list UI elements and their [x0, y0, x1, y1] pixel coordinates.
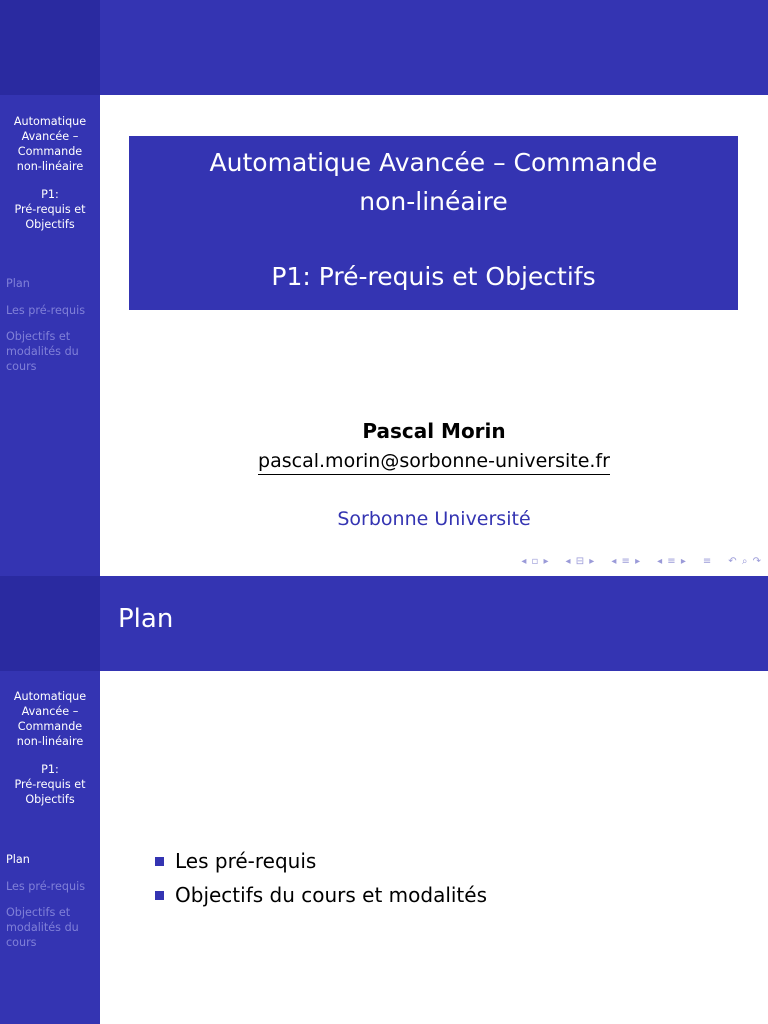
bullet-text: Objectifs du cours et modalités: [175, 883, 488, 907]
sidebar-subtitle-line: Pré-requis et: [14, 203, 86, 216]
presentation-title-continued: non-linéaire: [359, 187, 508, 216]
sidebar-title-line: Avancée –: [21, 705, 79, 718]
sidebar-nav-label: Les pré-requis: [6, 304, 86, 317]
sidebar: [0, 95, 100, 576]
sidebar-nav-prerequis[interactable]: [6, 303, 100, 318]
nav-back-search-forward-icon[interactable]: ↶ ⌕ ↷: [728, 556, 762, 567]
nav-subsection-icon[interactable]: ◂ ≡ ▸: [611, 556, 642, 567]
presentation-title: Automatique Avancée – Commande: [209, 148, 658, 177]
sidebar-subtitle-line: Objectifs: [25, 218, 75, 231]
nav-document-icon[interactable]: ≡: [702, 556, 713, 567]
navigation-symbols: [521, 556, 762, 570]
sidebar-nav-objectifs[interactable]: [6, 329, 100, 374]
sidebar-short-subtitle[interactable]: [0, 187, 100, 232]
sidebar-corner: [0, 0, 100, 95]
plan-slide: [0, 576, 768, 1024]
sidebar-title-line: non-linéaire: [16, 735, 84, 748]
sidebar-nav-label: cours: [6, 360, 37, 373]
sidebar: [0, 671, 100, 1024]
sidebar-title-line: non-linéaire: [16, 160, 84, 173]
sidebar-nav-label: Les pré-requis: [6, 880, 86, 893]
header-bar: [100, 0, 768, 95]
list-item: [155, 844, 487, 878]
sidebar-short-subtitle[interactable]: [0, 762, 100, 807]
sidebar-nav-label: modalités du: [6, 921, 79, 934]
sidebar-short-title[interactable]: [0, 689, 100, 749]
nav-frame-icon[interactable]: ◂ ⊟ ▸: [565, 556, 596, 567]
sidebar-nav-plan[interactable]: [6, 852, 100, 867]
sidebar-nav-label: Plan: [6, 277, 30, 290]
sidebar-title-line: Automatique: [13, 690, 87, 703]
nav-section-icon[interactable]: ◂ ≡ ▸: [657, 556, 687, 567]
sidebar-subtitle-line: Objectifs: [25, 793, 75, 806]
header-bar: [100, 576, 768, 671]
sidebar-nav-prerequis[interactable]: [6, 879, 100, 894]
plan-bullet-list: [155, 844, 487, 912]
sidebar-title-line: Commande: [17, 720, 83, 733]
sidebar-subtitle-line: P1:: [41, 188, 59, 201]
list-item: [155, 878, 487, 912]
sidebar-nav-label: cours: [6, 936, 37, 949]
email-wrapper: [100, 448, 768, 475]
square-bullet-icon: [155, 857, 164, 866]
sidebar-subtitle-line: Pré-requis et: [14, 778, 86, 791]
square-bullet-icon: [155, 891, 164, 900]
nav-slide-icon[interactable]: ◂ ▫ ▸: [521, 556, 550, 567]
author-email-link[interactable]: pascal.morin@sorbonne-universite.fr: [258, 448, 610, 475]
author-name: Pascal Morin: [362, 419, 506, 443]
sidebar-nav-label: Objectifs et: [6, 330, 71, 343]
bullet-text: Les pré-requis: [175, 849, 317, 873]
sidebar-nav-objectifs[interactable]: [6, 905, 100, 950]
sidebar-nav-plan[interactable]: [6, 276, 100, 291]
sidebar-nav-label: modalités du: [6, 345, 79, 358]
sidebar-title-line: Automatique: [13, 115, 87, 128]
sidebar-short-title[interactable]: [0, 114, 100, 174]
sidebar-title-line: Commande: [17, 145, 83, 158]
presentation-subtitle: P1: Pré-requis et Objectifs: [271, 262, 596, 291]
sidebar-corner: [0, 576, 100, 671]
institute-name: Sorbonne Université: [337, 508, 531, 530]
sidebar-nav-label: Objectifs et: [6, 906, 71, 919]
sidebar-subtitle-line: P1:: [41, 763, 59, 776]
title-box: [129, 136, 738, 310]
sidebar-nav-label: Plan: [6, 853, 30, 866]
sidebar-title-line: Avancée –: [21, 130, 79, 143]
frame-title: Plan: [118, 604, 174, 634]
